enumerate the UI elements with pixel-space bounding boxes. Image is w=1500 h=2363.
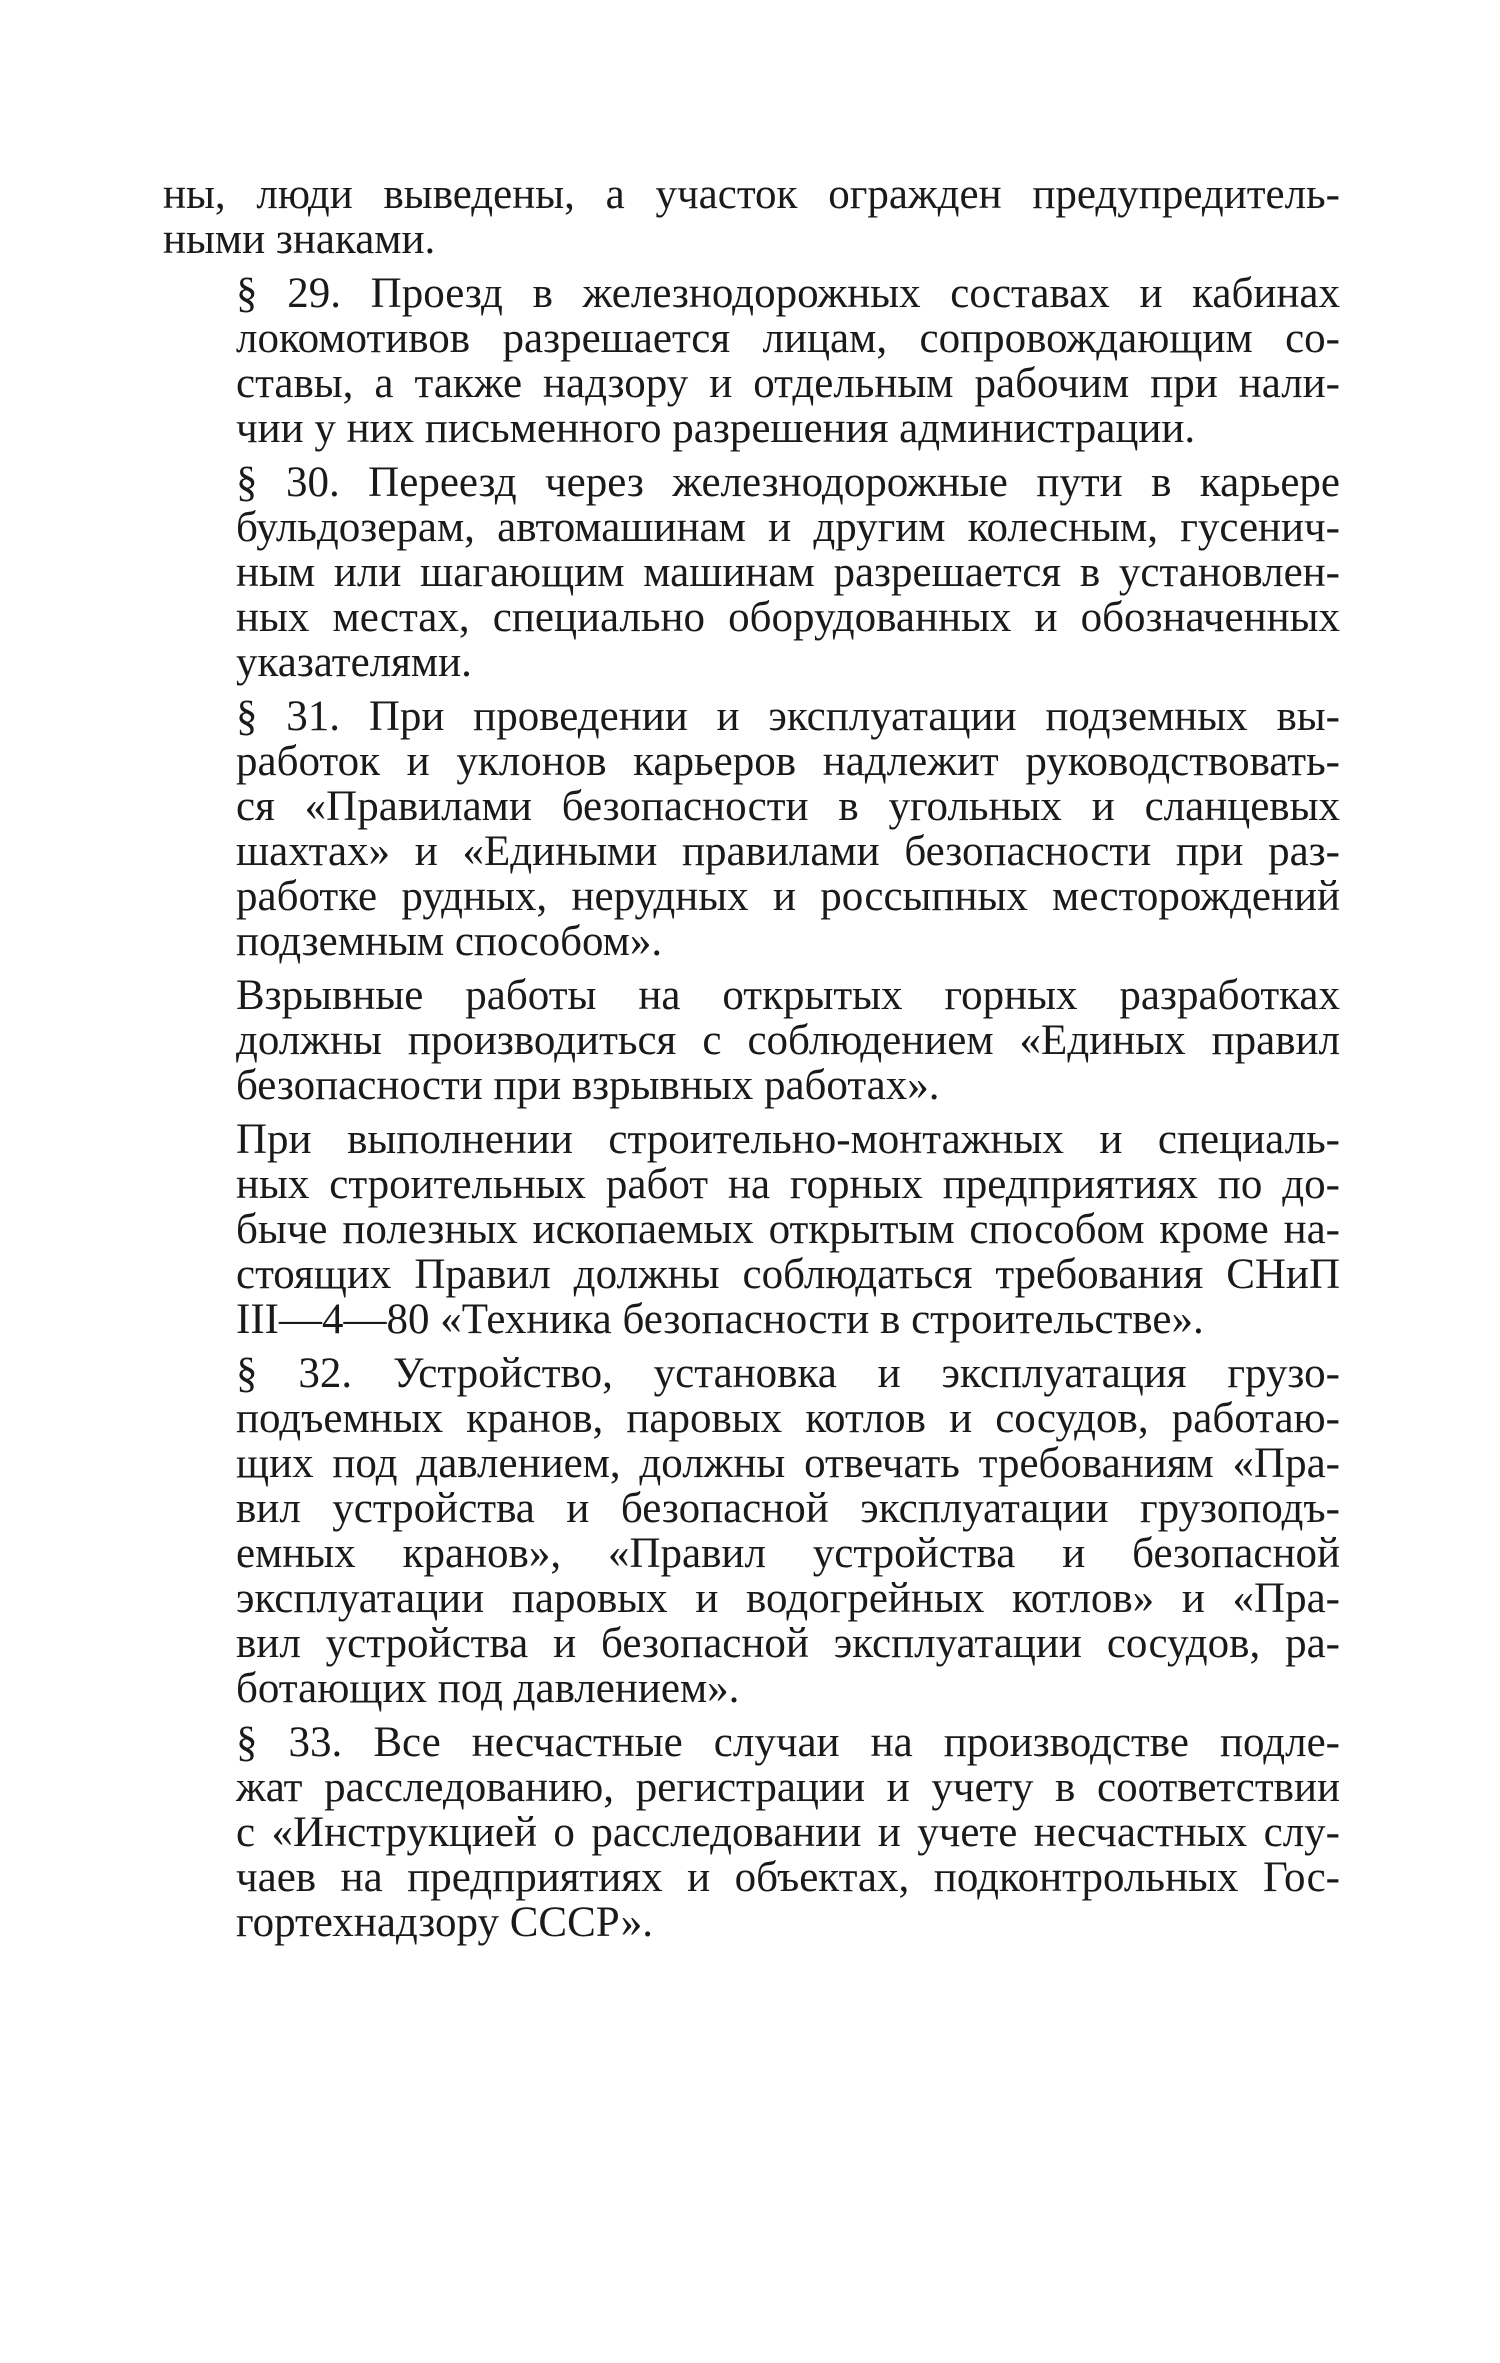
paragraph-section-31	[163, 694, 1340, 964]
text-line: емных кранов», «Правил устройства и безопасной	[236, 1530, 1340, 1577]
text-line: § 29. Проезд в железнодорожных составах и кабинах	[236, 270, 1340, 317]
text-line: работок и уклонов карьеров надлежит руководствовать-	[236, 738, 1340, 785]
paragraph-section-30	[163, 460, 1340, 685]
text-line: § 30. Переезд через железнодорожные пути в карьере	[236, 459, 1340, 506]
text-line: локомотивов разрешается лицам, сопровождающим со-	[236, 315, 1340, 362]
paragraph-section-32	[163, 1351, 1340, 1711]
paragraph-continuation	[163, 172, 1340, 262]
text-line: чии у них письменного разрешения администрации.	[236, 405, 1196, 452]
paragraph-blasting-works	[163, 973, 1340, 1108]
text-line: стоящих Правил должны соблюдаться требования СНиП	[236, 1251, 1340, 1298]
text-line: ными знаками.	[163, 216, 436, 263]
text-line: ся «Правилами безопасности в угольных и сланцевых	[236, 783, 1340, 830]
document-page	[163, 172, 1340, 1954]
text-line: ных местах, специально оборудованных и обозначенных	[236, 594, 1340, 641]
text-line: § 31. При проведении и эксплуатации подземных вы-	[236, 693, 1340, 740]
text-line: чаев на предприятиях и объектах, подконтрольных Гос-	[236, 1854, 1340, 1901]
text-line: ны, люди выведены, а участок огражден предупредитель-	[163, 171, 1340, 218]
text-line: ным или шагающим машинам разрешается в установлен-	[236, 549, 1340, 596]
text-line: указателями.	[236, 639, 472, 686]
paragraph-section-29	[163, 271, 1340, 451]
text-line: III—4—80 «Техника безопасности в строительстве».	[236, 1296, 1204, 1343]
text-line: подъемных кранов, паровых котлов и сосудов, работаю-	[236, 1395, 1340, 1442]
text-line: вил устройства и безопасной эксплуатации сосудов, ра-	[236, 1620, 1340, 1667]
text-line: должны производиться с соблюдением «Единых правил	[236, 1017, 1340, 1064]
text-line: ных строительных работ на горных предприятиях по до-	[236, 1161, 1340, 1208]
text-line: безопасности при взрывных работах».	[236, 1062, 940, 1109]
paragraph-construction-works	[163, 1117, 1340, 1342]
text-line: с «Инструкцией о расследовании и учете несчастных слу-	[236, 1809, 1340, 1856]
text-line: подземным способом».	[236, 918, 663, 965]
text-line: вил устройства и безопасной эксплуатации грузоподъ-	[236, 1485, 1340, 1532]
text-line: бульдозерам, автомашинам и другим колесным, гусенич-	[236, 504, 1340, 551]
text-line: щих под давлением, должны отвечать требованиям «Пра-	[236, 1440, 1340, 1487]
text-line: работке рудных, нерудных и россыпных месторождений	[236, 873, 1340, 920]
text-line: § 33. Все несчастные случаи на производстве подле-	[236, 1719, 1340, 1766]
text-line: гортехнадзору СССР».	[236, 1899, 654, 1946]
text-line: шахтах» и «Едиными правилами безопасности при раз-	[236, 828, 1340, 875]
text-line: быче полезных ископаемых открытым способом кроме на-	[236, 1206, 1340, 1253]
text-line: жат расследованию, регистрации и учету в соответствии	[236, 1764, 1340, 1811]
text-line: При выполнении строительно-монтажных и специаль-	[236, 1116, 1340, 1163]
text-line: эксплуатации паровых и водогрейных котлов» и «Пра-	[236, 1575, 1340, 1622]
text-line: ботающих под давлением».	[236, 1665, 740, 1712]
paragraph-section-33	[163, 1720, 1340, 1945]
text-line: § 32. Устройство, установка и эксплуатация грузо-	[236, 1350, 1340, 1397]
text-line: ставы, а также надзору и отдельным рабочим при нали-	[236, 360, 1340, 407]
text-line: Взрывные работы на открытых горных разработках	[236, 972, 1340, 1019]
